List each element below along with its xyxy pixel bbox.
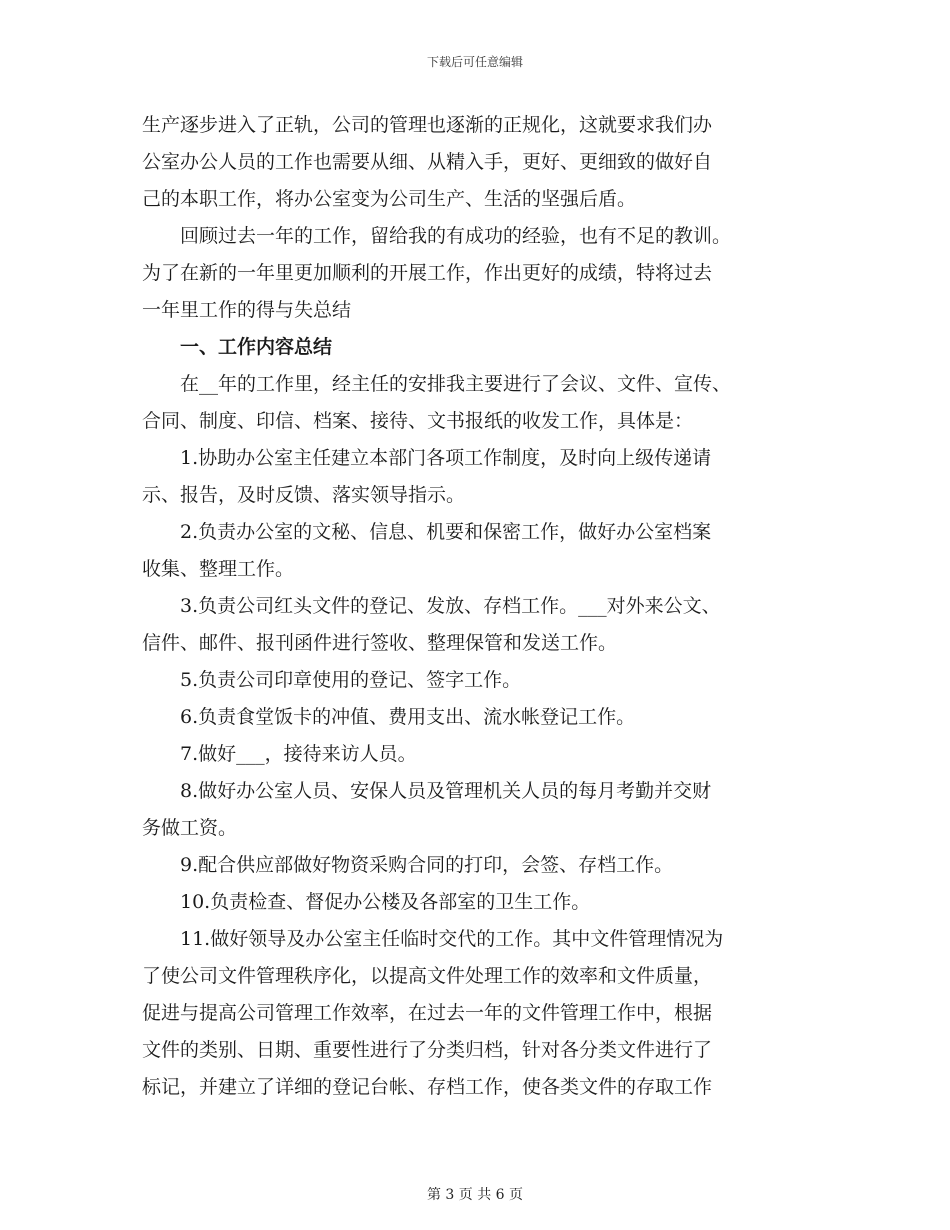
list-item-line: 务做工资。	[142, 817, 238, 839]
list-item-line: 8.做好办公室人员、安保人员及管理机关人员的每月考勤并交财	[180, 780, 712, 802]
page-header: 下载后可任意编辑	[426, 55, 523, 69]
list-item-line: 3.负责公司红头文件的登记、发放、存档工作。___对外来公文、	[180, 595, 721, 617]
list-item-line: 11.做好领导及办公室主任临时交代的工作。其中文件管理情况为	[180, 928, 724, 950]
list-item-line: 1.协助办公室主任建立本部门各项工作制度，及时向上级传递请	[180, 447, 712, 469]
body-line: 合同、制度、印信、档案、接待、文书报纸的收发工作，具体是：	[142, 410, 694, 432]
list-item-line: 9.配合供应部做好物资采购合同的打印，会签、存档工作。	[180, 854, 674, 876]
list-item-line: 2.负责办公室的文秘、信息、机要和保密工作，做好办公室档案	[180, 521, 712, 543]
section-heading: 一、工作内容总结	[180, 336, 333, 358]
list-item-line: 了使公司文件管理秩序化，以提高文件处理工作的效率和文件质量，	[142, 965, 713, 987]
list-item-line: 示、报告，及时反馈、落实领导指示。	[142, 484, 466, 506]
list-item-line: 6.负责食堂饭卡的冲值、费用支出、流水帐登记工作。	[180, 706, 636, 728]
list-item-line: 信件、邮件、报刊函件进行签收、整理保管和发送工作。	[142, 632, 618, 654]
body-line: 生产逐步进入了正轨，公司的管理也逐渐的正规化，这就要求我们办	[142, 114, 713, 136]
body-line: 一年里工作的得与失总结	[142, 299, 352, 321]
page-footer: 第 3 页 共 6 页	[426, 1187, 524, 1203]
body-line: 己的本职工作，将办公室变为公司生产、生活的坚强后盾。	[142, 188, 637, 210]
document-body	[142, 107, 808, 1106]
list-item-line: 收集、整理工作。	[142, 558, 295, 580]
list-item-line: 5.负责公司印章使用的登记、签字工作。	[180, 669, 522, 691]
list-item-line: 7.做好___，接待来访人员。	[180, 743, 417, 765]
list-item-line: 标记，并建立了详细的登记台帐、存档工作，使各类文件的存取工作	[142, 1076, 713, 1098]
list-item-line: 促进与提高公司管理工作效率，在过去一年的文件管理工作中，根据	[142, 1002, 713, 1024]
body-line: 为了在新的一年里更加顺利的开展工作，作出更好的成绩，特将过去	[142, 262, 713, 284]
list-item-line: 10.负责检查、督促办公楼及各部室的卫生工作。	[180, 891, 591, 913]
list-item-line: 文件的类别、日期、重要性进行了分类归档，针对各分类文件进行了	[142, 1039, 713, 1061]
body-line: 在__年的工作里，经主任的安排我主要进行了会议、文件、宣传、	[180, 373, 732, 395]
body-line: 回顾过去一年的工作，留给我的有成功的经验，也有不足的教训。	[180, 225, 732, 247]
body-line: 公室办公人员的工作也需要从细、从精入手，更好、更细致的做好自	[142, 151, 713, 173]
